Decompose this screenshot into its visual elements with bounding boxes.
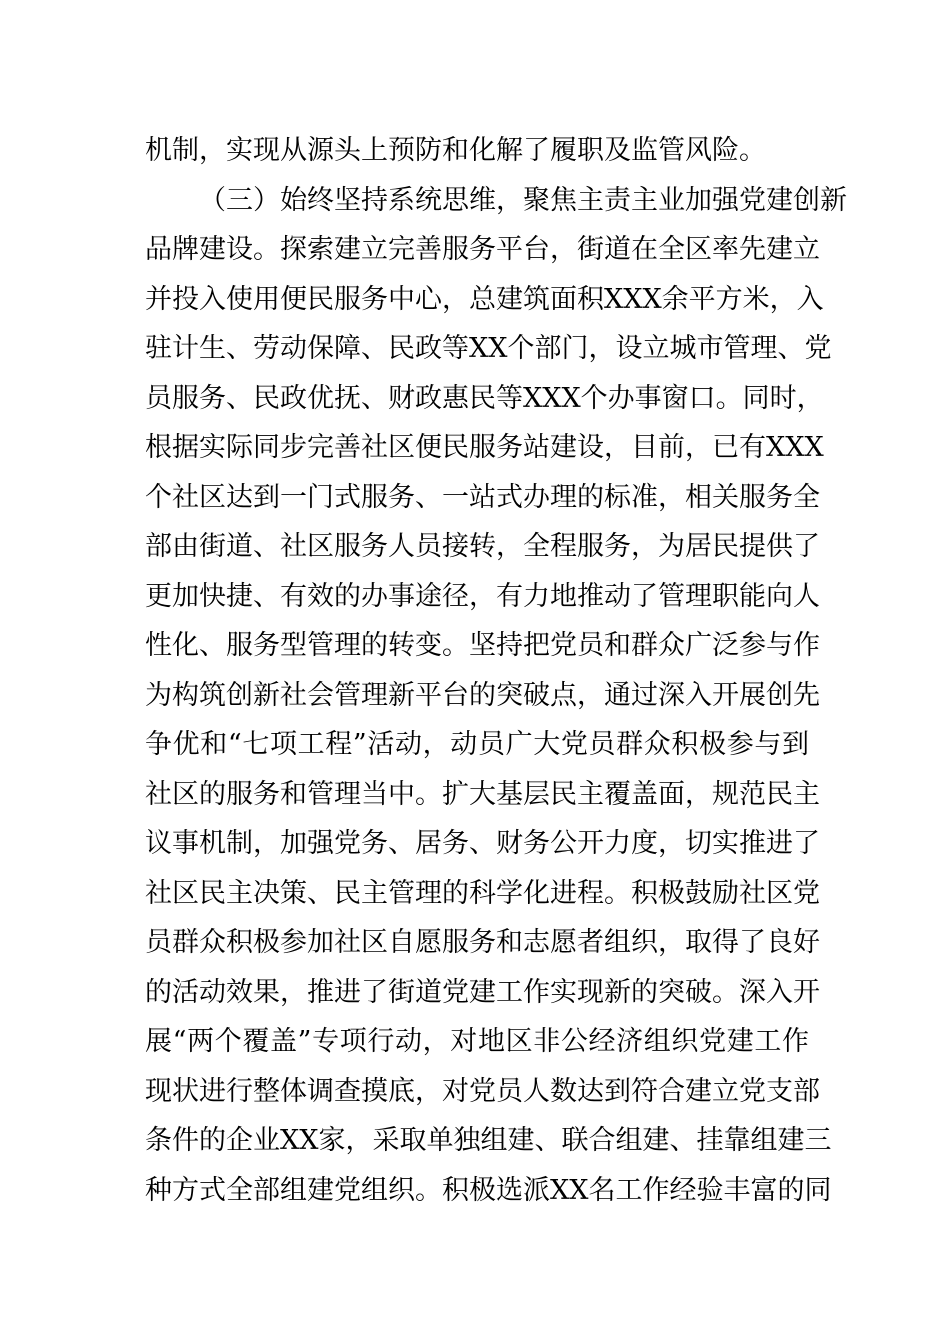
text-line: 员服务、民政优抚、财政惠民等XXX个办事窗口。同时， — [145, 382, 824, 414]
text-line: 社区民主决策、民主管理的科学化进程。积极鼓励社区党 — [145, 877, 820, 909]
text-line: 性化、服务型管理的转变。坚持把党员和群众广泛参与作 — [145, 630, 820, 661]
body-text — [145, 126, 847, 1215]
text-line: 驻计生、劳动保障、民政等XX个部门，设立城市管理、党 — [145, 333, 832, 364]
section-heading-line: （三）始终坚持系统思维，聚焦主责主业加强党建创新 — [199, 184, 847, 216]
text-line: 现状进行整体调查摸底，对党员人数达到符合建立党支部 — [145, 1075, 820, 1107]
text-line: 机制，实现从源头上预防和化解了履职及监管风险。 — [145, 135, 766, 166]
text-line: 品牌建设。探索建立完善服务平台，街道在全区率先建立 — [145, 234, 820, 265]
text-line: 部由街道、社区服务人员接转，全程服务，为居民提供了 — [145, 531, 820, 562]
text-line: 议事机制，加强党务、居务、财务公开力度，切实推进了 — [145, 828, 820, 859]
text-line: 种方式全部组建党组织。积极选派XX名工作经验丰富的同 — [145, 1174, 832, 1206]
text-line: 的活动效果，推进了街道党建工作实现新的突破。深入开 — [145, 976, 820, 1008]
text-line: 更加快捷、有效的办事途径，有力地推动了管理职能向人 — [145, 580, 820, 612]
text-line: 社区的服务和管理当中。扩大基层民主覆盖面，规范民主 — [145, 778, 820, 810]
text-line: 条件的企业XX家，采取单独组建、联合组建、挂靠组建三 — [145, 1125, 832, 1156]
text-line: 员群众积极参加社区自愿服务和志愿者组织，取得了良好 — [145, 927, 820, 958]
text-line: 个社区达到一门式服务、一站式办理的标准，相关服务全 — [145, 481, 820, 513]
text-line: 为构筑创新社会管理新平台的突破点，通过深入开展创先 — [145, 679, 820, 711]
text-line: 并投入使用便民服务中心，总建筑面积XXX余平方米，入 — [145, 283, 824, 315]
text-line: 根据实际同步完善社区便民服务站建设，目前，已有XXX — [145, 432, 824, 463]
text-line: 争优和“七项工程”活动，动员广大党员群众积极参与到 — [145, 729, 809, 760]
text-line: 展“两个覆盖”专项行动，对地区非公经济组织党建工作 — [145, 1026, 809, 1057]
